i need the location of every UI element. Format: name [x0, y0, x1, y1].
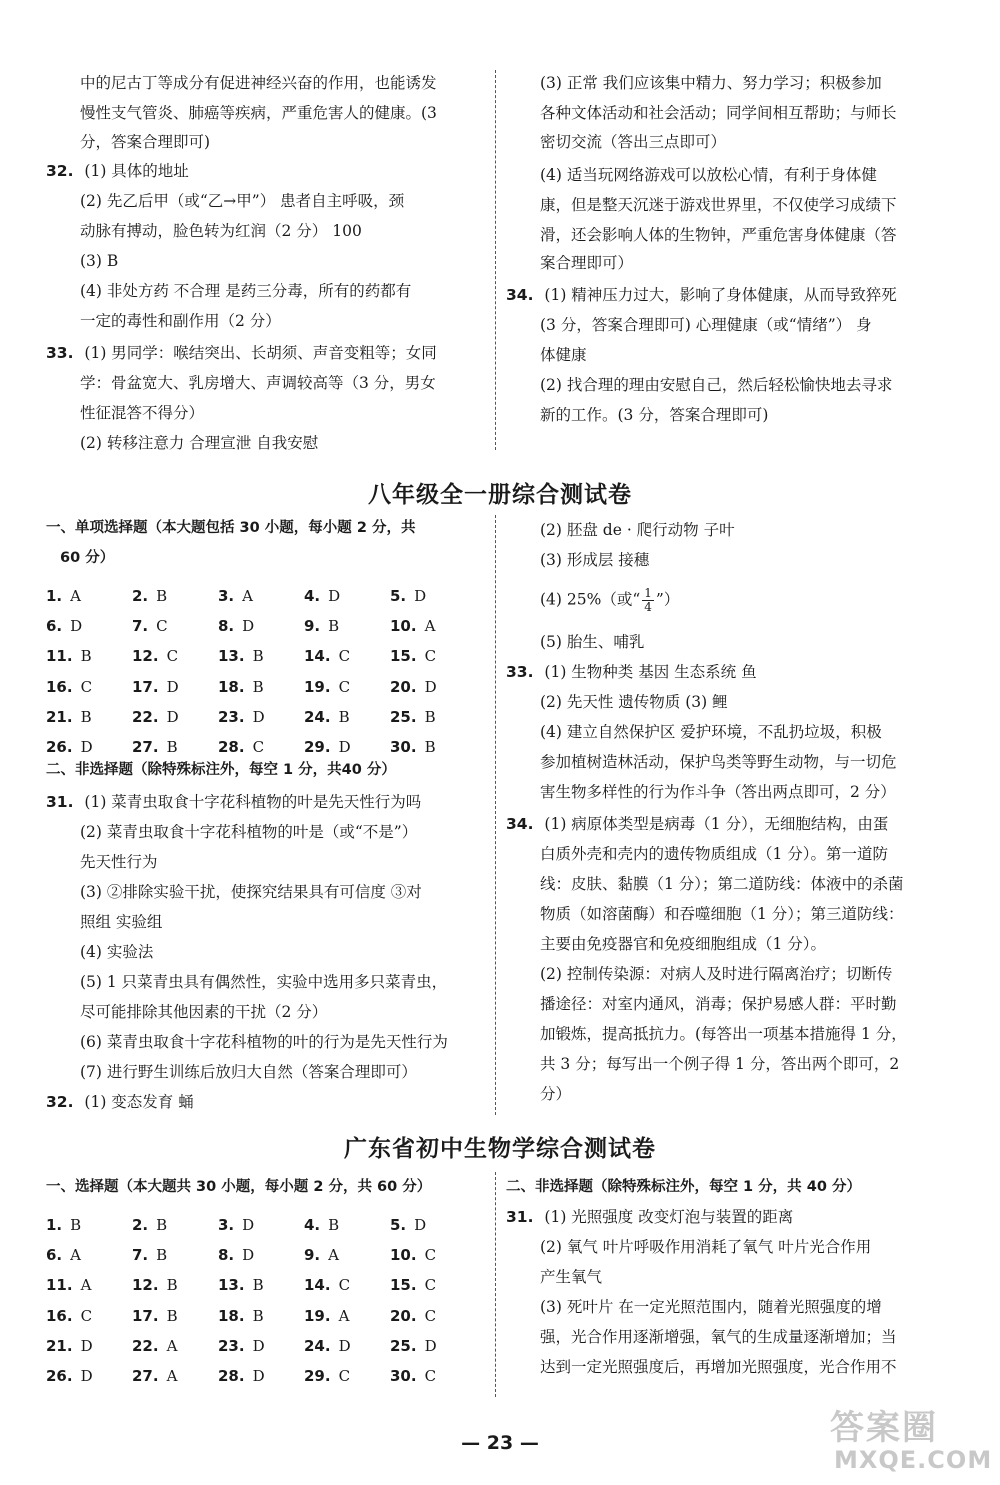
mc-answer: 9. A: [304, 1246, 339, 1265]
answer-line: 34. (1) 病原体类型是病毒（1 分），无细胞结构，由蛋: [506, 815, 889, 833]
page-number: — 23 —: [461, 1432, 539, 1454]
answer-line: 动脉有搏动，脸色转为红润（2 分） 100: [80, 222, 362, 240]
mc-section-header: 一、单项选择题（本大题包括 30 小题，每小题 2 分，共: [46, 520, 416, 536]
mc-answer-grid: [46, 581, 486, 761]
answer-line: (3) 形成层 接穗: [540, 551, 650, 569]
mc-answer: 18. B: [218, 677, 264, 696]
mc-answer: 20. C: [390, 1306, 437, 1325]
answer-line: (4) 实验法: [80, 943, 154, 961]
answer-line: 性征混答不得分）: [80, 404, 205, 422]
mc-answer: 24. B: [304, 707, 350, 726]
answer-line: 加锻炼，提高抵抗力。(每答出一项基本措施得 1 分，: [540, 1025, 907, 1043]
answer-line: 照组 实验组: [80, 913, 163, 931]
mc-answer: 4. D: [304, 587, 341, 605]
answer-line: (2) 氧气 叶片呼吸作用消耗了氧气 叶片光合作用: [540, 1238, 872, 1256]
answer-line: (4) 建立自然保护区 爱护环境，不乱扔垃圾，积极: [540, 723, 882, 741]
answer-line: 密切交流（答出三点即可）: [540, 133, 727, 151]
answer-line: 33. (1) 生物种类 基因 生态系统 鱼: [506, 663, 757, 681]
answer-line: (5) 胎生、哺乳: [540, 633, 645, 651]
mc-answer: 11. B: [46, 647, 92, 666]
mc-section-header: 60 分）: [60, 550, 115, 566]
answer-line: 共 3 分；每写出一个例子得 1 分，答出两个即可，2: [540, 1055, 900, 1073]
answer-line: (2) 先天性 遗传物质 (3) 鲤: [540, 693, 728, 711]
mc-answer: 28. D: [218, 1367, 265, 1385]
mc-answer: 20. D: [390, 677, 437, 696]
mc-answer: 3. A: [218, 587, 253, 605]
mc-answer: 19. C: [304, 677, 351, 696]
mc-answer: 16. C: [46, 677, 93, 696]
mc-answer: 29. C: [304, 1367, 351, 1385]
answer-line: (3) B: [80, 252, 119, 270]
answer-line: 播途径：对室内通风，消毒；保护易感人群：平时勤: [540, 995, 897, 1013]
answer-line: 各种文体活动和社会活动；同学间相互帮助；与师长: [540, 104, 897, 122]
column-divider: [495, 70, 496, 450]
mc-answer: 11. A: [46, 1276, 92, 1295]
answer-line: 31. (1) 菜青虫取食十字花科植物的叶是先天性行为吗: [46, 793, 422, 811]
answer-line: (3) 正常 我们应该集中精力、努力学习；积极参加: [540, 74, 882, 92]
mc-answer: 24. D: [304, 1336, 351, 1355]
answer-line: 34. (1) 精神压力过大，影响了身体健康，从而导致猝死: [506, 286, 897, 304]
answer-line: 强，光合作用逐渐增强，氧气的生成量逐渐增加；当: [540, 1328, 897, 1346]
answer-line: (2) 转移注意力 合理宣泄 自我安慰: [80, 434, 319, 452]
mc-answer: 13. B: [218, 1276, 264, 1295]
answer-line: (4) 适当玩网络游戏可以放松心情，有利于身体健: [540, 166, 877, 184]
mc-answer: 6. D: [46, 617, 83, 636]
answer-line: 32. (1) 具体的地址: [46, 162, 189, 180]
mc-answer: 6. A: [46, 1246, 81, 1265]
test2-title: 广东省初中生物学综合测试卷: [344, 1136, 656, 1162]
mc-answer: 3. D: [218, 1216, 255, 1234]
answer-line: 分，答案合理即可): [80, 133, 211, 151]
mc-answer: 26. D: [46, 738, 93, 756]
mc-answer: 29. D: [304, 738, 351, 756]
answer-line: (2) 菜青虫取食十字花科植物的叶是（或“不是”）: [80, 823, 418, 841]
answer-line: 先天性行为: [80, 853, 158, 871]
mc-answer: 4. B: [304, 1216, 340, 1234]
mc-answer: 21. D: [46, 1336, 93, 1355]
answer-line: 慢性支气管炎、肺癌等疾病，严重危害人的健康。(3: [80, 104, 437, 122]
answer-line: 滑，还会影响人体的生物钟，严重危害身体健康（答: [540, 226, 897, 244]
answer-line: 达到一定光照强度后，再增加光照强度，光合作用不: [540, 1358, 897, 1376]
mc-answer: 10. C: [390, 1246, 437, 1265]
mc-answer: 1. B: [46, 1216, 82, 1234]
mc-answer: 5. D: [390, 587, 427, 605]
mc-answer: 26. D: [46, 1367, 93, 1385]
mc-answer: 17. B: [132, 1306, 178, 1325]
mc-answer: 28. C: [218, 738, 265, 756]
answer-line: 主要由免疫器官和免疫细胞组成（1 分）。: [540, 935, 827, 953]
answer-line: (4) 非处方药 不合理 是药三分毒，所有的药都有: [80, 282, 412, 300]
answer-line: 线：皮肤、黏膜（1 分）；第二道防线：体液中的杀菌: [540, 875, 904, 893]
answer-line: 参加植树造林活动，保护鸟类等野生动物，与一切危: [540, 753, 897, 771]
mc-answer: 8. D: [218, 617, 255, 636]
fraction: $\frac{1}{4}$: [644, 586, 652, 614]
watermark-logo: 答案圈 MXQE.COM: [830, 1408, 993, 1474]
mc-answer: 30. B: [390, 738, 436, 756]
mc-answer: 16. C: [46, 1306, 93, 1325]
mc-answer: 27. A: [132, 1367, 178, 1385]
answer-line: 31. (1) 光照强度 改变灯泡与装置的距离: [506, 1208, 794, 1226]
mc-answer: 23. D: [218, 1336, 265, 1355]
mc-answer: 25. D: [390, 1336, 437, 1355]
mc-answer: 15. C: [390, 647, 437, 666]
mc-answer: 7. C: [132, 617, 168, 636]
answer-line: (6) 菜青虫取食十字花科植物的叶的行为是先天性行为: [80, 1033, 448, 1051]
mc-answer: 25. B: [390, 707, 436, 726]
answer-line: (7) 进行野生训练后放归大自然（答案合理即可）: [80, 1063, 417, 1081]
mc-answer: 14. C: [304, 1276, 351, 1295]
test1-title: 八年级全一册综合测试卷: [368, 482, 632, 508]
mc-answer: 18. B: [218, 1306, 264, 1325]
answer-line: 害生物多样性的行为作斗争（答出两点即可，2 分）: [540, 783, 896, 801]
answer-line: 中的尼古丁等成分有促进神经兴奋的作用，也能诱发: [80, 74, 437, 92]
mc-answer: 19. A: [304, 1306, 350, 1325]
answer-line: (3) ②排除实验干扰，使探究结果具有可信度 ③对: [80, 883, 422, 901]
mc-answer: 14. C: [304, 647, 351, 666]
mc-answer: 7. B: [132, 1246, 168, 1265]
column-divider: [495, 515, 496, 1115]
mc-answer: 15. C: [390, 1276, 437, 1295]
answer-line: (2) 找合理的理由安慰自己，然后轻松愉快地去寻求: [540, 376, 893, 394]
answer-line: 新的工作。(3 分，答案合理即可): [540, 406, 769, 424]
answer-line: 康，但是整天沉迷于游戏世界里，不仅使学习成绩下: [540, 196, 897, 214]
nc-section-header: 二、非选择题（除特殊标注外，每空 1 分，共 40 分）: [506, 1179, 861, 1195]
answer-line: 尽可能排除其他因素的干扰（2 分）: [80, 1003, 328, 1021]
mc-answer: 12. C: [132, 647, 179, 666]
nc-section-header: 二、非选择题（除特殊标注外，每空 1 分，共40 分）: [46, 762, 396, 778]
answer-line: 案合理即可）: [540, 254, 634, 272]
answer-line: 体健康: [540, 346, 587, 364]
mc-answer-grid: [46, 1210, 486, 1390]
answer-line: 一定的毒性和副作用（2 分）: [80, 312, 281, 330]
mc-answer: 1. A: [46, 587, 81, 605]
mc-answer: 21. B: [46, 707, 92, 726]
mc-answer: 2. B: [132, 1216, 168, 1234]
mc-answer: 8. D: [218, 1246, 255, 1265]
answer-line: (3 分，答案合理即可) 心理健康（或“情绪”） 身: [540, 316, 872, 334]
mc-section-header: 一、选择题（本大题共 30 小题，每小题 2 分，共 60 分）: [46, 1179, 432, 1195]
mc-answer: 23. D: [218, 707, 265, 726]
answer-line: 物质（如溶菌酶）和吞噬细胞（1 分）；第三道防线：: [540, 905, 904, 923]
answer-line: (3) 死叶片 在一定光照范围内，随着光照强度的增: [540, 1298, 882, 1316]
mc-answer: 17. D: [132, 677, 179, 696]
mc-answer: 22. D: [132, 707, 179, 726]
mc-answer: 9. B: [304, 617, 340, 636]
answer-line: (2) 先乙后甲（或“乙→甲”） 患者自主呼吸，颈: [80, 192, 405, 210]
answer-line: 32. (1) 变态发育 蛹: [46, 1093, 194, 1111]
column-divider: [495, 1172, 496, 1397]
mc-answer: 30. C: [390, 1367, 437, 1385]
mc-answer: 13. B: [218, 647, 264, 666]
answer-line: 学：骨盆宽大、乳房增大、声调较高等（3 分，男女: [80, 374, 436, 392]
mc-answer: 5. D: [390, 1216, 427, 1234]
mc-answer: 27. B: [132, 738, 178, 756]
answer-line: 产生氧气: [540, 1268, 603, 1286]
answer-line: 白质外壳和壳内的遗传物质组成（1 分）。第一道防: [540, 845, 889, 863]
mc-answer: 12. B: [132, 1276, 178, 1295]
mc-answer: 22. A: [132, 1336, 178, 1355]
answer-line: (2) 胚盘 de · 爬行动物 子叶: [540, 521, 735, 539]
answer-line: 33. (1) 男同学：喉结突出、长胡须、声音变粗等；女同: [46, 344, 437, 362]
answer-line: (5) 1 只菜青虫具有偶然性，实验中选用多只菜青虫，: [80, 973, 448, 991]
answer-line: (2) 控制传染源：对病人及时进行隔离治疗；切断传: [540, 965, 893, 983]
answer-line-fraction: (4) 25%（或“ $\frac{1}{4}$ ”）: [540, 586, 680, 614]
mc-answer: 10. A: [390, 617, 436, 636]
answer-line: 分）: [540, 1085, 572, 1103]
mc-answer: 2. B: [132, 587, 168, 605]
